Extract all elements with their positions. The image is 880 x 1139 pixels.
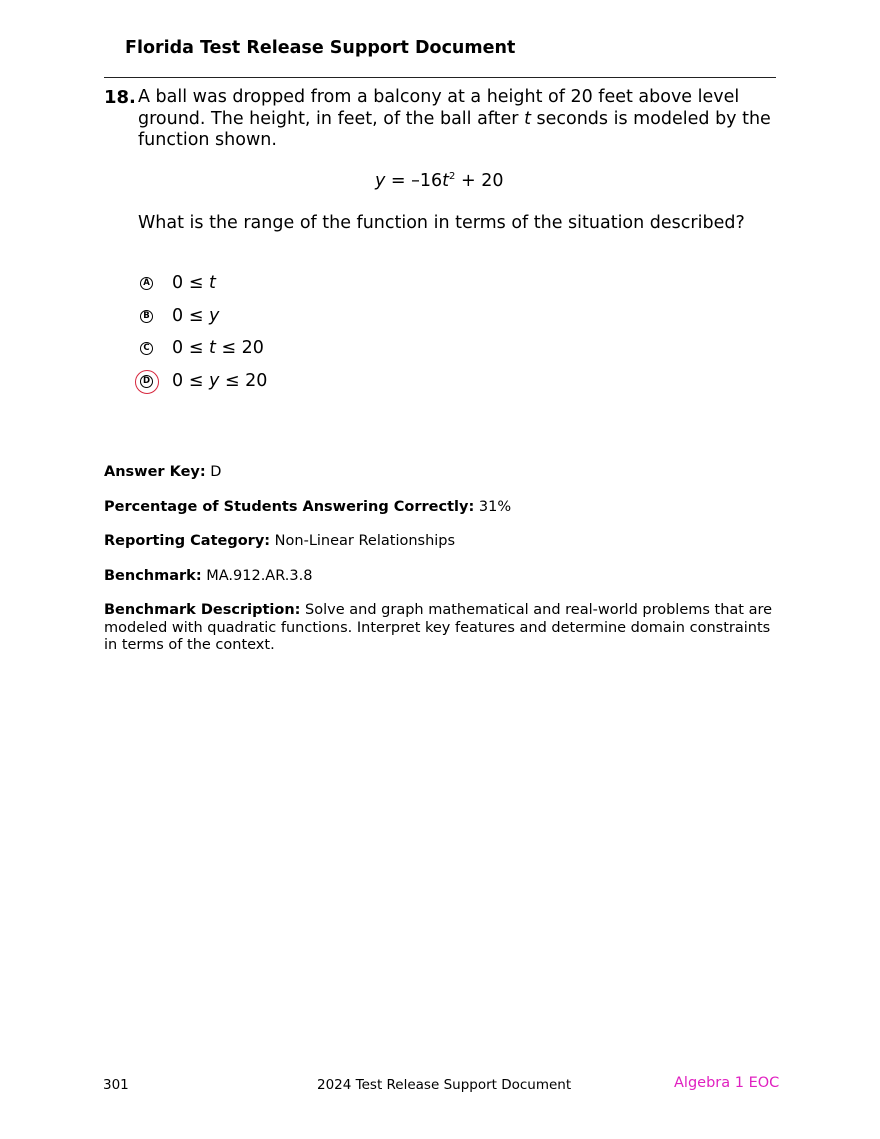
choice-text-b: 0 ≤ y — [172, 306, 220, 326]
benchmark-label: Benchmark: — [104, 568, 202, 584]
benchmark-description — [104, 602, 776, 655]
answer-key — [104, 464, 776, 482]
stem-line: ground. The height, in feet, of the ball after t seconds is modeled by the — [138, 108, 771, 129]
stem-line: A ball was dropped from a balcony at a height of 20 feet above level — [138, 87, 740, 107]
header-divider — [104, 77, 776, 78]
choice-text-d: 0 ≤ y ≤ 20 — [172, 371, 268, 391]
choice-bubble-a[interactable]: A — [140, 277, 153, 290]
equation-exponent: 2 — [449, 171, 456, 182]
question-stem — [138, 87, 778, 152]
reporting-category — [104, 533, 776, 551]
equation-lhs: y — [375, 171, 386, 191]
answer-key-value: D — [205, 464, 222, 480]
question-number: 18. — [104, 87, 136, 108]
benchmark-description-value: Solve and graph mathematical and real-world problems that are modeled with quadratic functions. Interpret key features and determine domain constraints in terms of the context. — [104, 602, 773, 653]
answer-choice-b[interactable] — [140, 305, 220, 327]
benchmark-description-label: Benchmark Description: — [104, 602, 301, 618]
equation-variable: t — [442, 171, 450, 191]
answer-key-label: Answer Key: — [104, 464, 206, 480]
equation-coefficient: = –16 — [385, 171, 443, 191]
percent-correct-value: 31% — [474, 499, 512, 515]
footer-document-name: 2024 Test Release Support Document — [317, 1077, 572, 1093]
choice-bubble-c[interactable]: C — [140, 342, 153, 355]
choice-bubble-d-correct[interactable]: D — [140, 375, 153, 388]
footer-course-name: Algebra 1 EOC — [674, 1075, 780, 1091]
equation — [375, 171, 503, 191]
stem-line: function shown. — [138, 130, 277, 150]
benchmark — [104, 568, 776, 586]
question-prompt: What is the range of the function in terms of the situation described? — [138, 213, 745, 233]
choice-text-a: 0 ≤ t — [172, 273, 216, 293]
choice-bubble-b[interactable]: B — [140, 310, 153, 323]
answer-choice-a[interactable] — [140, 272, 216, 294]
equation-constant: + 20 — [455, 171, 504, 191]
answer-choice-c[interactable] — [140, 337, 264, 359]
choice-text-c: 0 ≤ t ≤ 20 — [172, 338, 264, 358]
percent-correct — [104, 499, 776, 517]
reporting-category-label: Reporting Category: — [104, 533, 271, 549]
percent-correct-label: Percentage of Students Answering Correctly: — [104, 499, 475, 515]
reporting-category-value: Non-Linear Relationships — [270, 533, 456, 549]
answer-choice-d[interactable] — [140, 370, 268, 392]
page-number: 301 — [103, 1077, 129, 1093]
document-title: Florida Test Release Support Document — [125, 38, 516, 58]
benchmark-value: MA.912.AR.3.8 — [201, 568, 313, 584]
